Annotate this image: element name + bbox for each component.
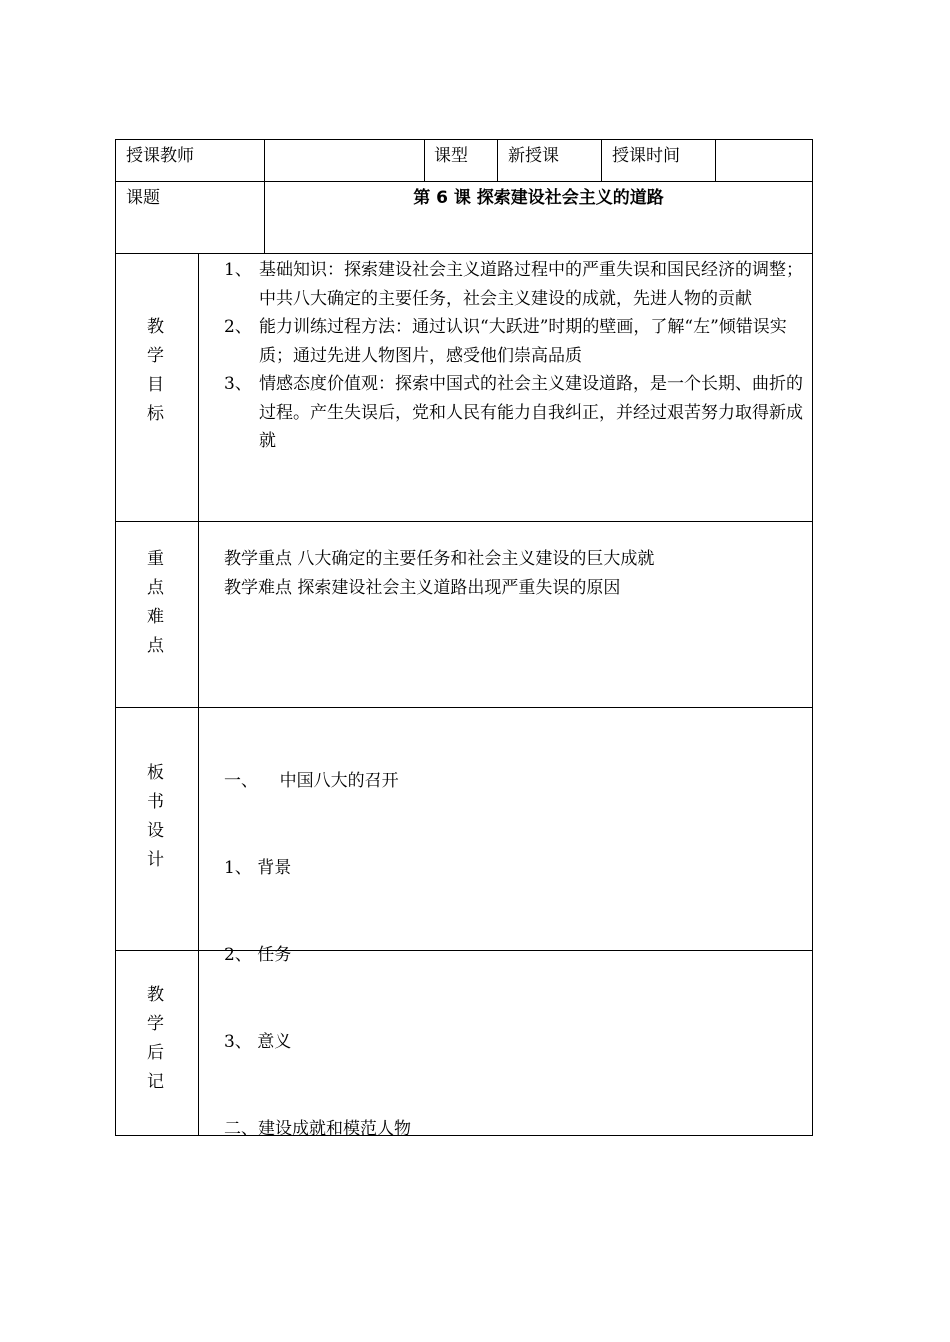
objectives-label (115, 313, 196, 429)
board-design-content (224, 709, 411, 1202)
table-border-bottom (115, 1135, 813, 1136)
keypoints-label (115, 545, 196, 661)
teacher-label: 授课教师 (126, 146, 194, 166)
board-line: 2、 任务 (224, 945, 292, 965)
objectives-label-char: 教 (147, 317, 164, 337)
board-line: 二、建设成就和模范人物 (224, 1119, 411, 1139)
objective-text: 能力训练过程方法：通过认识“大跃进”时期的壁画，了解“左”倾错误实质；通过先进人物图片，感受他们崇高品质 (259, 317, 787, 366)
lesson-type-label: 课型 (434, 146, 468, 166)
teaching-difficulty: 教学难点 探索建设社会主义道路出现严重失误的原因 (224, 578, 621, 598)
teaching-focus: 教学重点 八大确定的主要任务和社会主义建设的巨大成就 (224, 549, 655, 569)
notes-label (115, 981, 196, 1097)
board-line: 3、 意义 (224, 1032, 292, 1052)
board-label-char: 书 (147, 792, 164, 812)
objectives-label-char: 标 (147, 404, 164, 424)
row-divider-objectives (115, 521, 813, 522)
board-label-char: 板 (147, 763, 164, 783)
objective-number: 3、 (224, 374, 252, 394)
notes-label-char: 记 (147, 1072, 164, 1092)
objectives-label-char: 学 (147, 346, 164, 366)
keypoints-label-char: 点 (147, 578, 164, 598)
notes-label-char: 教 (147, 985, 164, 1005)
objective-text: 情感态度价值观：探索中国式的社会主义建设道路，是一个长期、曲折的过程。产生失误后，党和人民有能力自我纠正，并经过艰苦努力取得新成就 (259, 374, 803, 451)
row-divider-topic (115, 253, 813, 254)
objective-item (224, 256, 808, 313)
topic-label: 课题 (126, 188, 160, 208)
table-border-right (812, 139, 813, 1136)
lesson-type-value: 新授课 (508, 146, 559, 166)
board-label-char: 设 (147, 821, 164, 841)
keypoints-label-char: 难 (147, 607, 164, 627)
keypoints-label-char: 点 (147, 636, 164, 656)
objectives-label-char: 目 (147, 375, 164, 395)
board-line: 1、 背景 (224, 858, 292, 878)
col-divider-type-value (497, 139, 498, 182)
objective-text: 基础知识：探索建设社会主义道路过程中的严重失误和国民经济的调整；中共八大确定的主要任务，社会主义建设的成就，先进人物的贡献 (259, 260, 803, 309)
objectives-list (224, 256, 808, 456)
row-divider-keypoints (115, 707, 813, 708)
objective-number: 2、 (224, 317, 252, 337)
notes-label-char: 学 (147, 1014, 164, 1034)
board-label-char: 计 (147, 850, 164, 870)
board-design-label (115, 759, 196, 875)
col-divider-type-label (424, 139, 425, 182)
notes-label-char: 后 (147, 1043, 164, 1063)
objective-number: 1、 (224, 260, 252, 280)
keypoints-label-char: 重 (147, 549, 164, 569)
col-divider-label-narrow (198, 253, 199, 1136)
row-divider-header (115, 181, 813, 182)
lesson-title: 第 6 课 探索建设社会主义的道路 (413, 188, 664, 208)
lesson-time-label: 授课时间 (612, 146, 680, 166)
board-line: 一、 中国八大的召开 (224, 771, 399, 791)
objective-item (224, 313, 808, 370)
col-divider-time-label (601, 139, 602, 182)
keypoints-content (224, 545, 654, 603)
objective-item (224, 370, 808, 456)
row-divider-board (115, 950, 813, 951)
col-divider-time-value (715, 139, 716, 182)
table-border-top (115, 139, 813, 140)
